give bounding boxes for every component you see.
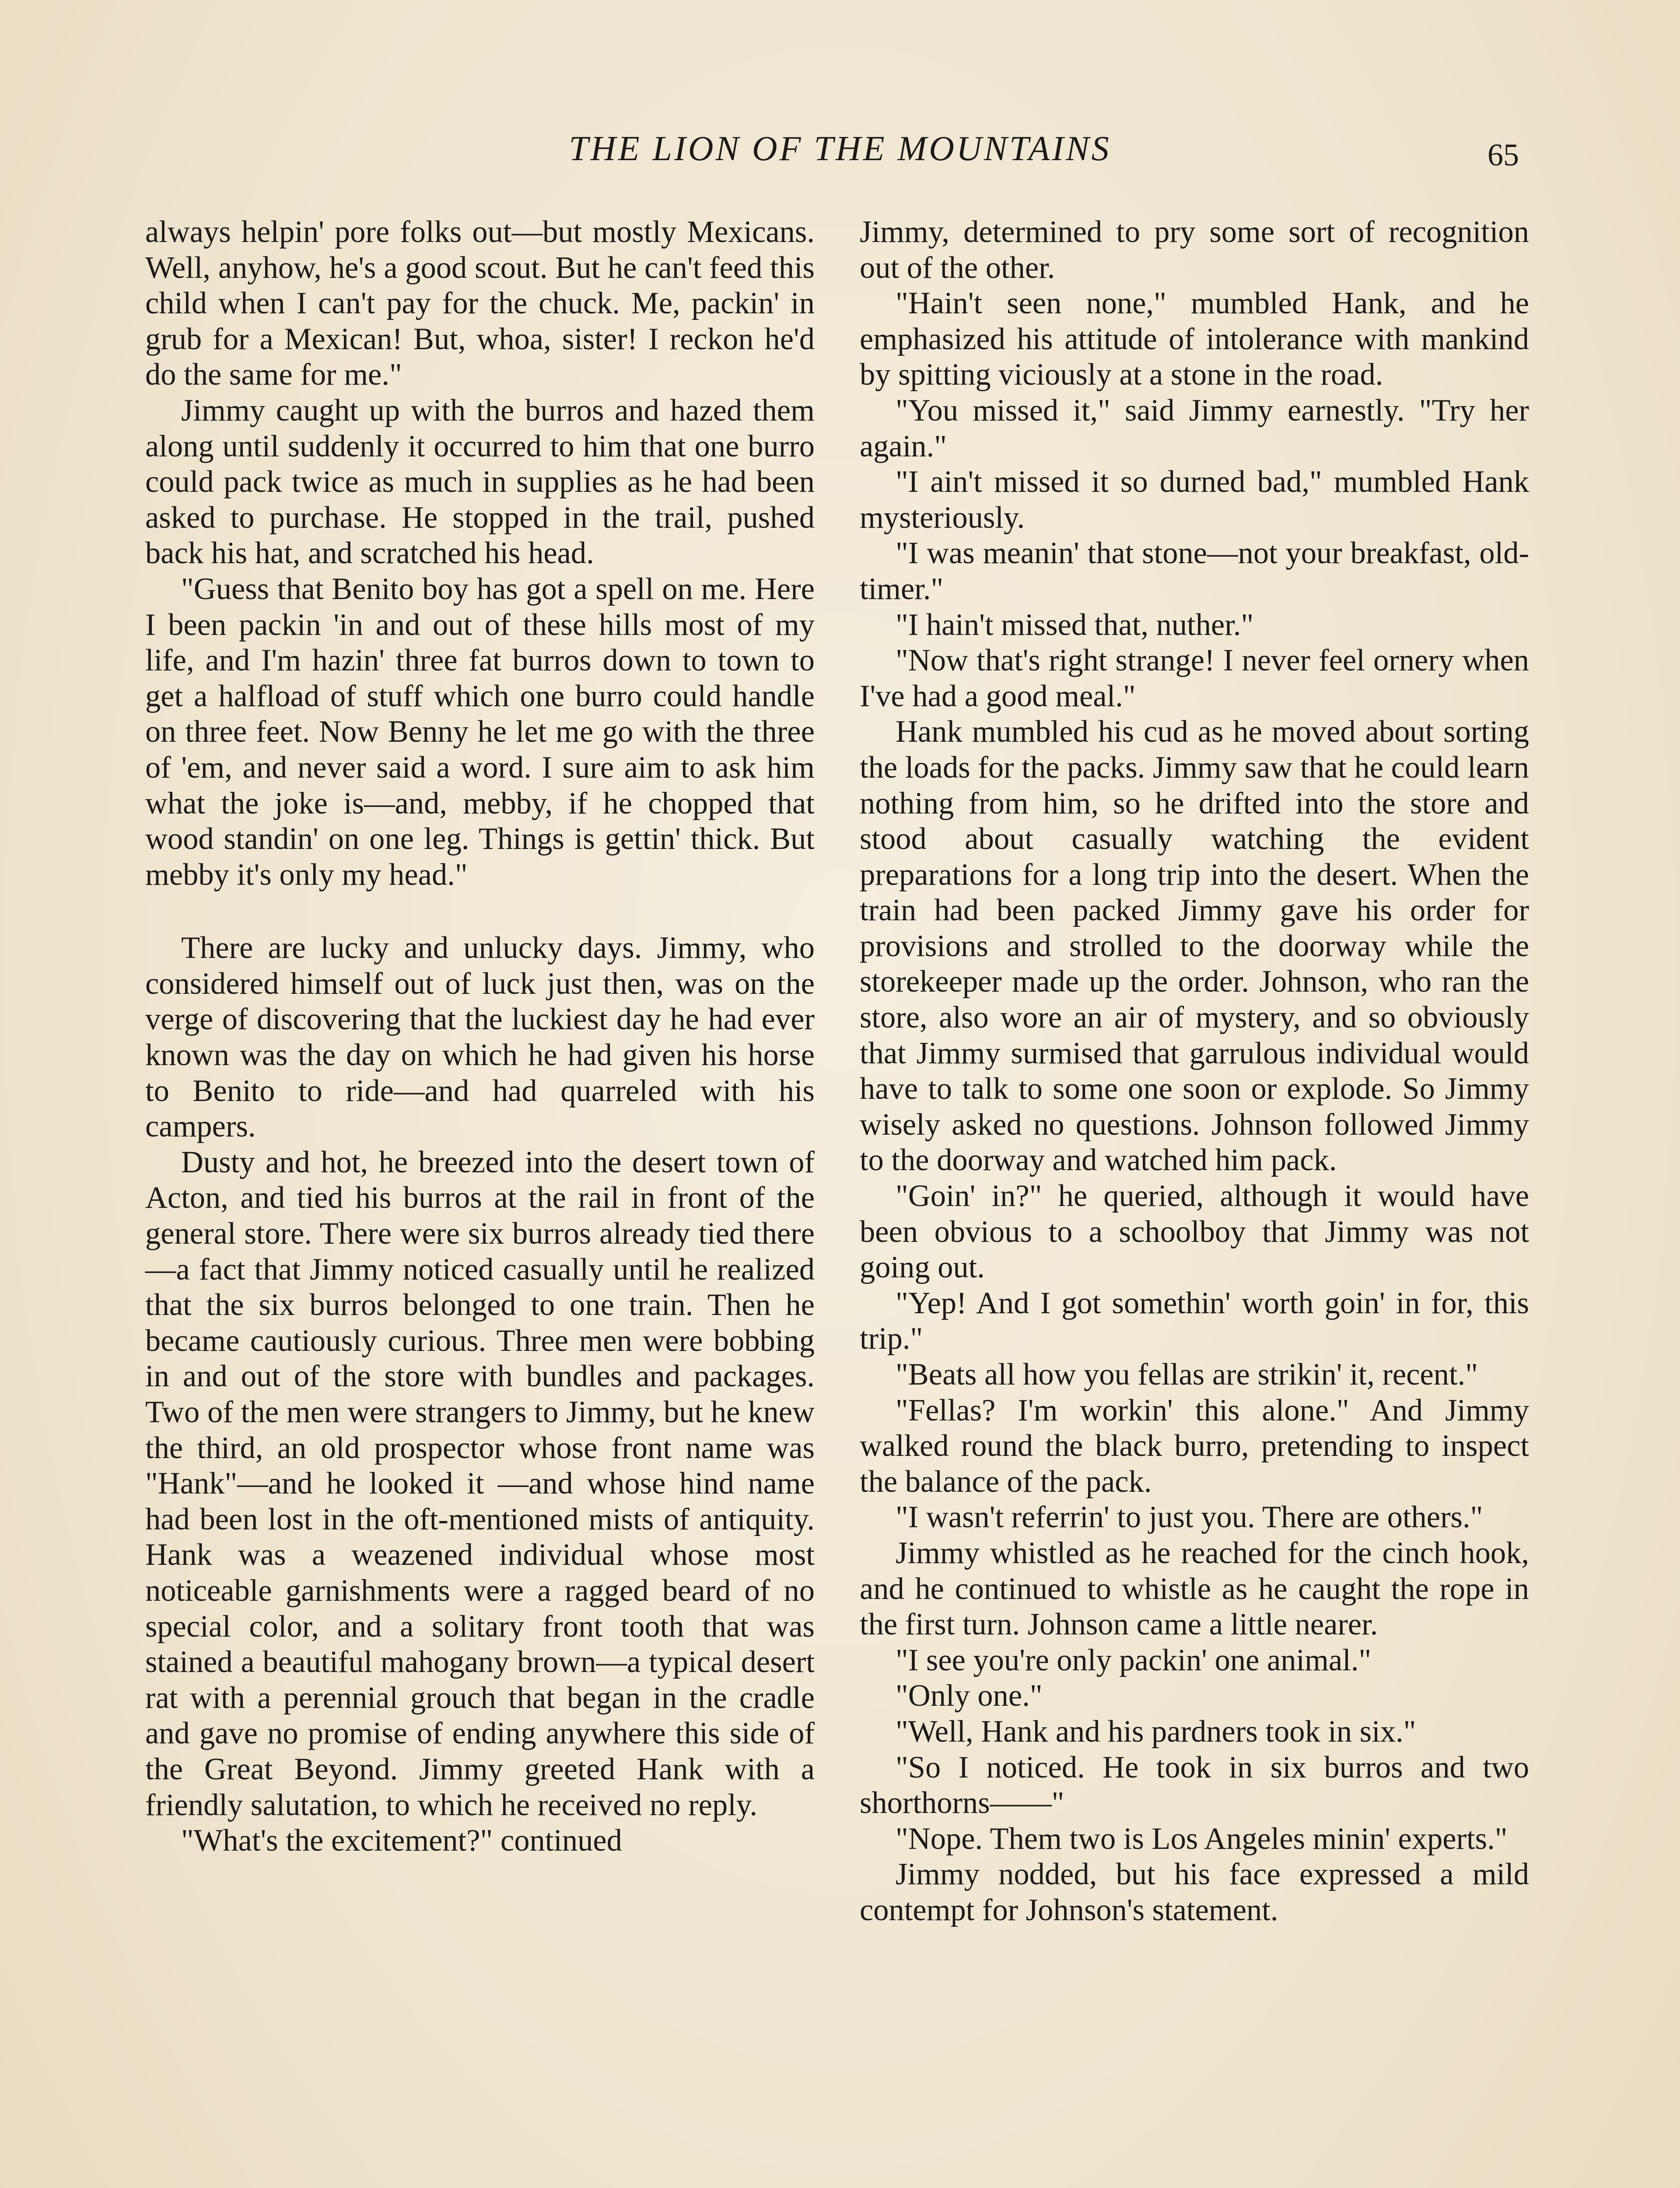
paragraph: "Nope. Them two is Los Angeles minin' experts." [896,1821,1508,1856]
paragraph: "Only one." [896,1679,1043,1713]
paragraph: Jimmy nodded, but his face expressed a mild contempt for Johnson's statement. [860,1857,1529,1927]
paragraph: "Fellas? I'm workin' this alone." And Jimmy walked round the black burro, pretending to inspect the balance of the pack. [860,1393,1529,1499]
paragraph: "I see you're only packin' one animal." [896,1643,1372,1677]
paragraph: "Well, Hank and his pardners took in six." [896,1714,1416,1749]
running-title: THE LION OF THE MOUNTAINS [569,130,1111,168]
paragraph: Dusty and hot, he breezed into the desert town of Acton, and tied his burros at the rail in front of the general store. There were six burros already tied there—a fact that Jimmy noticed casually until he realized that the six burros belonged to one train. Then he became cautiously curious. Three men were bobbing in and out of the store with bundles and packages. Two of the men were strangers to Jimmy, but he knew the third, an old prospector whose front name was "Hank"—and he looked it —and whose hind name had been lost in the oft-mentioned mists of antiquity. Hank was a weazened individual whose most noticeable garnishments were a ragged beard of no special color, and a solitary front tooth that was stained a beautiful mahogany brown—a typical desert rat with a perennial grouch that began in the cradle and gave no promise of ending anywhere this side of the Great Beyond. Jimmy greeted Hank with a friendly salutation, to which he received no reply. [145,1145,815,1822]
paragraph: Jimmy, determined to pry some sort of recognition out of the other. [860,215,1529,285]
paragraph: "Hain't seen none," mumbled Hank, and he emphasized his attitude of intolerance with mankind by spitting viciously at a stone in the road. [860,286,1529,392]
paragraph: "Now that's right strange! I never feel ornery when I've had a good meal." [860,643,1529,713]
paragraph: Hank mumbled his cud as he moved about sorting the loads for the packs. Jimmy saw that he could learn nothing from him, so he drifted into the store and stood about casually watching the evident preparations for a long trip into the desert. When the train had been packed Jimmy gave his order for provisions and strolled to the doorway while the storekeeper made up the order. Johnson, who ran the store, also wore an air of mystery, and so obviously that Jimmy surmised that garrulous individual would have to talk to some one soon or explode. So Jimmy wisely asked no questions. Johnson followed Jimmy to the doorway and watched him pack. [860,715,1529,1178]
page-number: 65 [1488,137,1519,172]
paragraph: always helpin' pore folks out—but mostly Mexicans. Well, anyhow, he's a good scout. But he can't feed this child when I can't pay for the chuck. Me, packin' in grub for a Mexican! But, whoa, sister! I reckon he'd do the same for me." [145,215,815,392]
paragraph: Jimmy caught up with the burros and hazed them along until suddenly it occurred to him that one burro could pack twice as much in supplies as he had been asked to purchase. He stopped in the trail, pushed back his hat, and scratched his head. [145,393,815,571]
paragraph: There are lucky and unlucky days. Jimmy, who considered himself out of luck just then, was on the verge of discovering that the luckiest day he had ever known was the day on which he had given his horse to Benito to ride—and had quarreled with his campers. [145,931,815,1144]
right-column [860,214,1529,1929]
paragraph: "I ain't missed it so durned bad," mumbled Hank mysteriously. [860,465,1529,535]
paragraph: "So I noticed. He took in six burros and two shorthorns——" [860,1750,1529,1820]
paragraph: "I hain't missed that, nuther." [896,607,1254,642]
paragraph: Jimmy whistled as he reached for the cinch hook, and he continued to whistle as he caught the rope in the first turn. Johnson came a little nearer. [860,1536,1529,1642]
paragraph: "Beats all how you fellas are strikin' it, recent." [896,1357,1478,1392]
paragraph: "Yep! And I got somethin' worth goin' in for, this trip." [860,1286,1529,1356]
paragraph: "Goin' in?" he queried, although it would have been obvious to a schoolboy that Jimmy was not going out. [860,1179,1529,1285]
paragraph: "What's the excitement?" continued [181,1823,622,1858]
paragraph: "I was meanin' that stone—not your breakfast, old-timer." [860,536,1529,606]
left-column [145,214,815,1859]
paragraph: "I wasn't referrin' to just you. There are others." [896,1500,1483,1535]
paragraph: "Guess that Benito boy has got a spell on me. Here I been packin 'in and out of these hills most of my life, and I'm hazin' three fat burros down to town to get a halfload of stuff which one burro could handle on three feet. Now Benny he let me go with the three of 'em, and never said a word. I sure aim to ask him what the joke is—and, mebby, if he chopped that wood standin' on one leg. Things is gettin' thick. But mebby it's only my head." [145,572,815,892]
paragraph: "You missed it," said Jimmy earnestly. "Try her again." [860,393,1529,463]
